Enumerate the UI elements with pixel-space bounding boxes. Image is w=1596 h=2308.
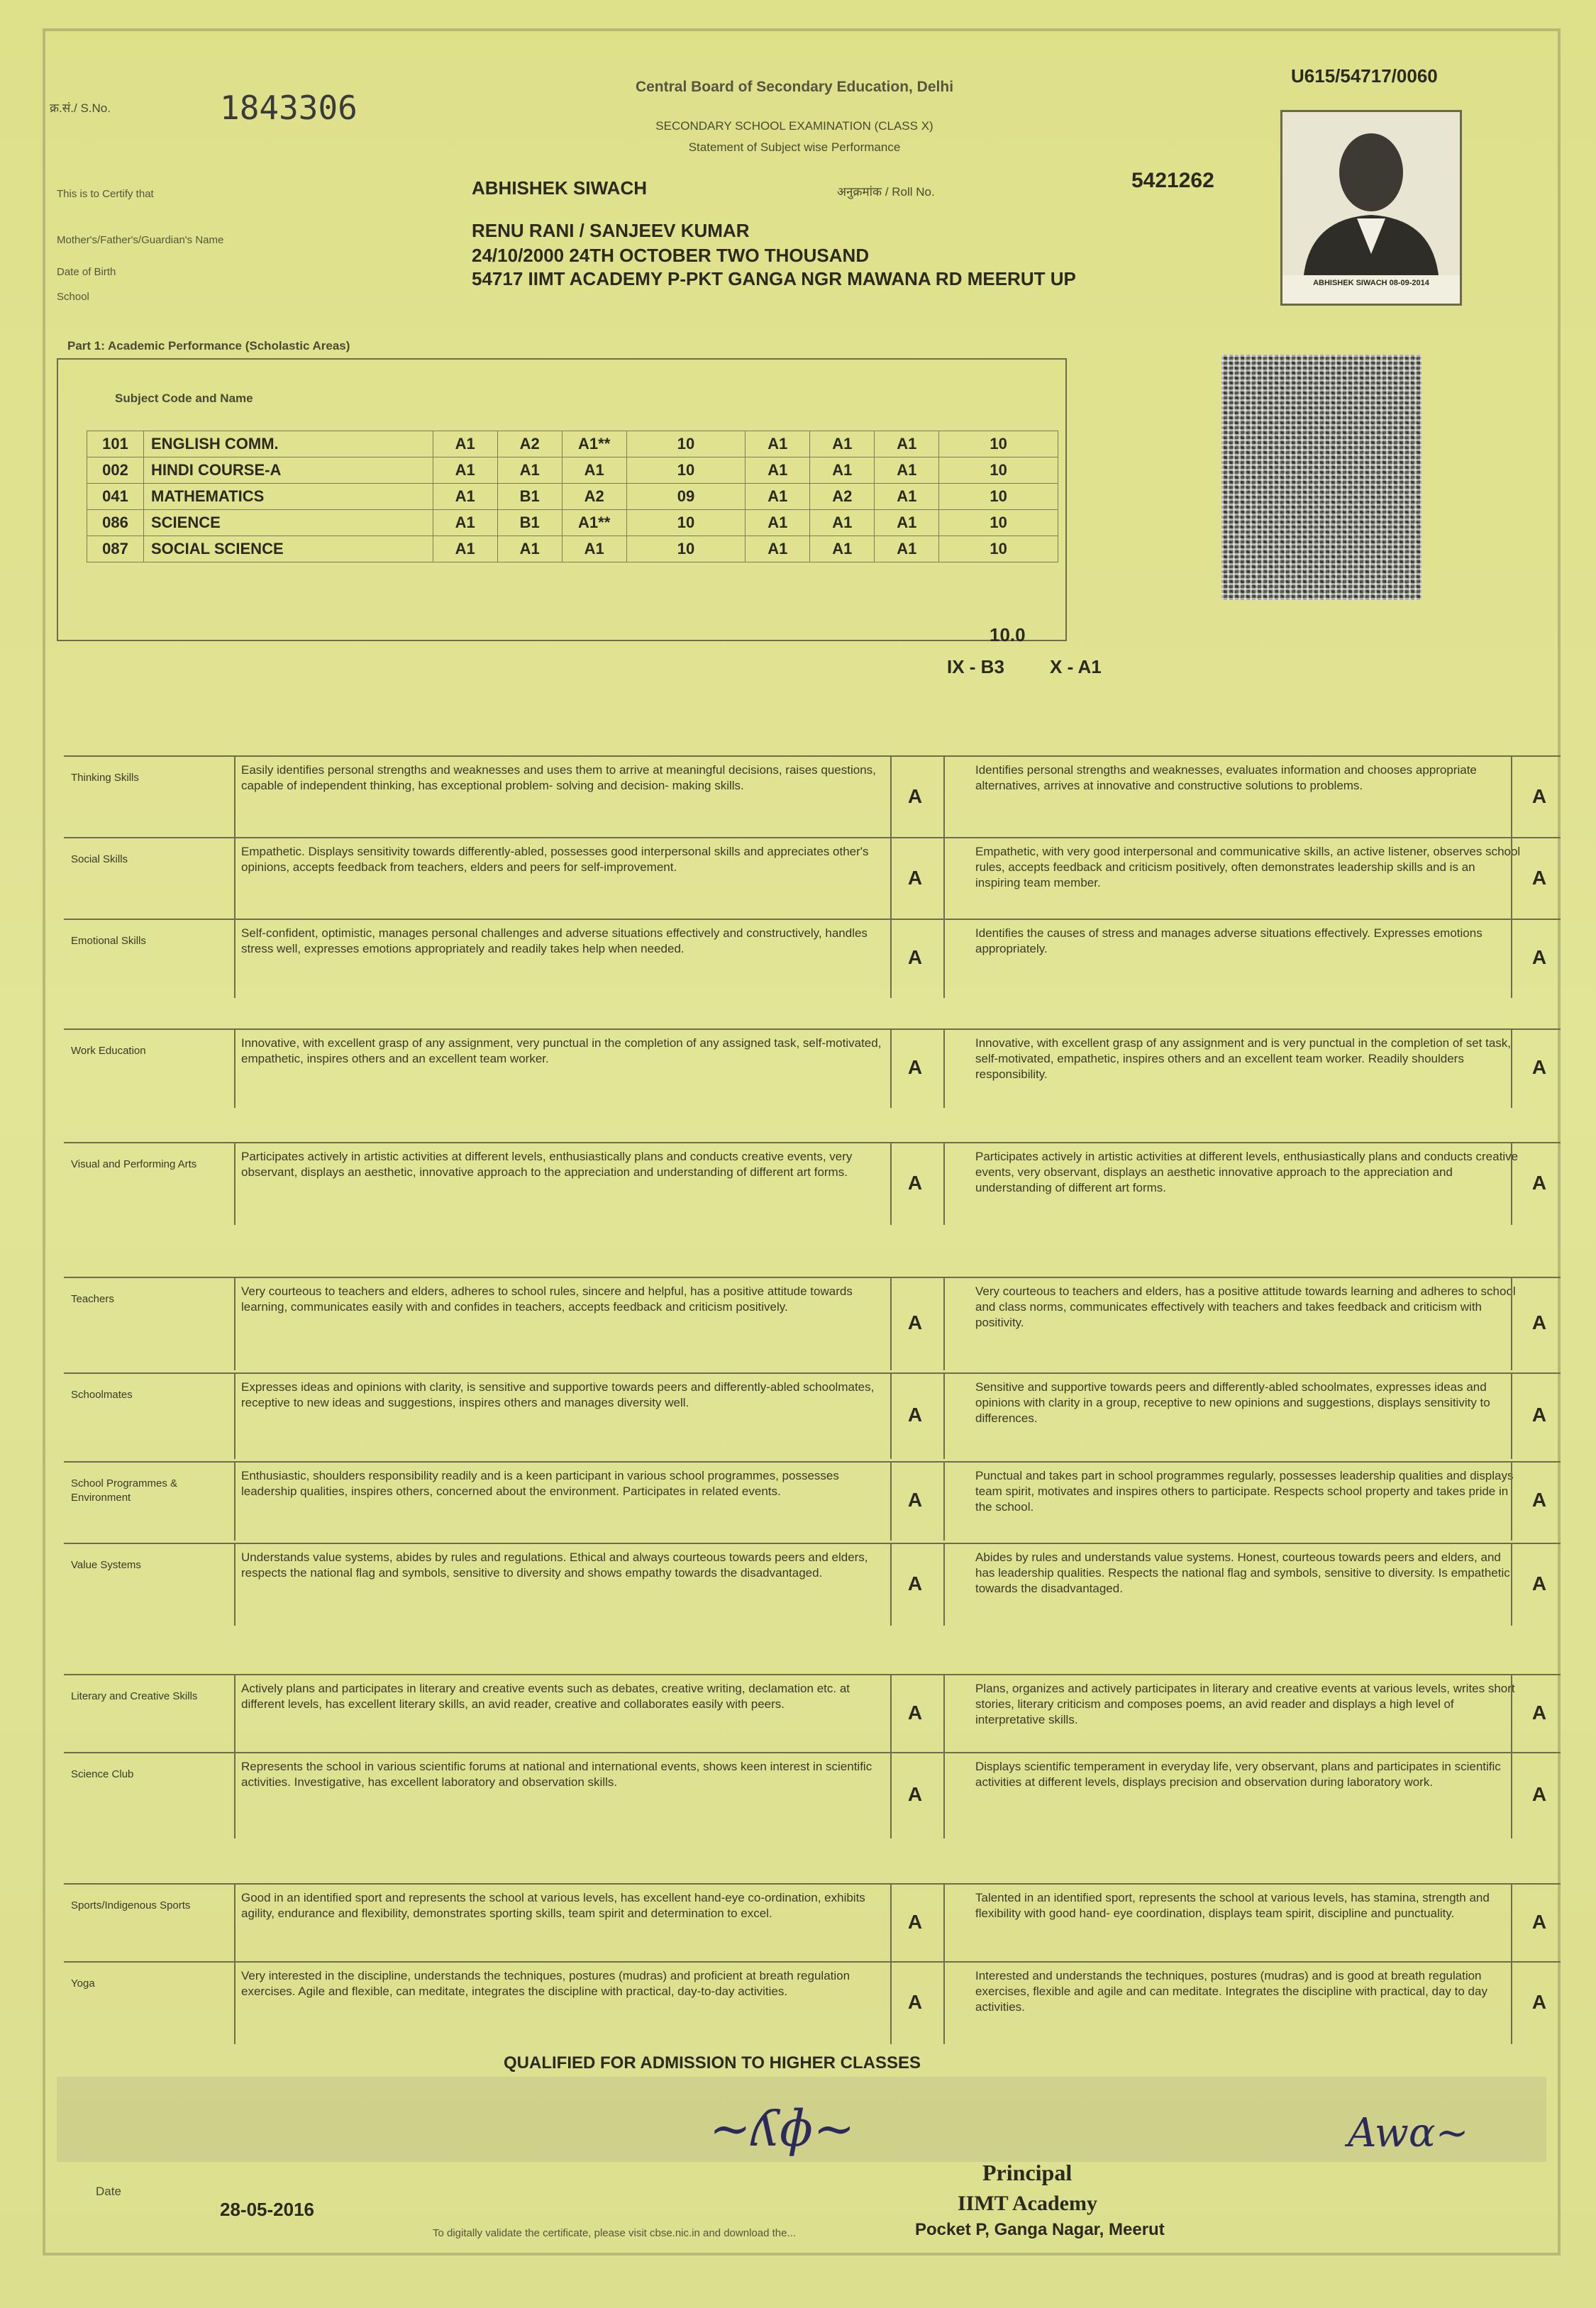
subject-total2: A1 [875,457,939,484]
subject-total: A1** [562,510,626,536]
column-divider [943,1278,945,1370]
column-divider [890,1885,892,1963]
coscholastic-row [64,1961,1561,2044]
column-divider [890,1544,892,1626]
subject-header: Subject Code and Name [115,392,253,405]
subject-code: 041 [87,484,144,510]
school-name: 54717 IIMT ACADEMY P-PKT GANGA NGR MAWANA RD MEERUT UP [472,268,1076,289]
subject-gp2: 10 [939,510,1058,536]
subject-row [87,431,1058,457]
column-divider [1511,920,1512,998]
subject-gp: 10 [626,536,746,562]
descriptor-class-x: Plans, organizes and actively participates in literary and creative events at various levels, writes short stories, literary criticism and composes poems, an avid reader and displays a high level of interpretative skills. [975,1682,1515,1727]
subject-name: MATHEMATICS [144,484,433,510]
grade-class-ix: A [907,1990,923,2013]
subject-name: HINDI COURSE-A [144,457,433,484]
subject-total: A1 [562,457,626,484]
descriptor-class-x: Very courteous to teachers and elders, has a positive attitude towards learning and adheres to school and class norms, communicates effectively with teachers and takes feedback and criticism with positivity. [975,1285,1516,1330]
descriptor-class-ix: Participates actively in artistic activities at different levels, enthusiastically plans and conducts creative events, very observant, displays an aesthetic, innovative approach to the appreciation and understanding of different art forms. [241,1150,853,1180]
column-divider [943,1143,945,1225]
student-portrait-icon [1282,112,1460,275]
column-divider [943,1374,945,1459]
subject-fa2: A1 [746,510,810,536]
cgpa: 10.0 [990,624,1026,645]
column-divider [943,1963,945,2044]
principal-school: IIMT Academy [958,2192,1097,2215]
coscholastic-row [64,837,1561,920]
subject-fa: A1 [433,431,497,457]
column-divider [1511,1675,1512,1753]
coscholastic-row [64,755,1561,838]
descriptor-class-ix: Very courteous to teachers and elders, adheres to school rules, sincere and helpful, has a positive attitude towards learning, communicates easily with and confides in teachers, accepts feedback and criticism positively. [241,1285,853,1314]
subject-gp2: 10 [939,484,1058,510]
subject-total2: A1 [875,536,939,562]
coscholastic-row [64,1372,1561,1459]
column-divider [890,1753,892,1838]
column-divider [890,757,892,838]
area-label: Yoga [71,1977,95,1990]
subject-code: 086 [87,510,144,536]
subject-row [87,484,1058,510]
grade-class-x: A [1531,1404,1547,1426]
descriptor-class-ix: Very interested in the discipline, understands the techniques, postures (mudras) and proficient at breath regulation exercises. Agile and flexible, can meditate, integrates the discipline with practical, day-to-day activities. [241,1969,850,1999]
grade-class-ix: A [907,1171,923,1194]
column-divider [890,1278,892,1370]
column-divider [890,1374,892,1459]
area-label: Sports/Indigenous Sports [71,1899,191,1912]
column-divider [1511,1544,1512,1626]
subject-total2: A1 [875,510,939,536]
column-divider [943,1885,945,1963]
descriptor-class-x: Talented in an identified sport, represents the school at various levels, has stamina, strength and flexibility with good hand- eye coordination, displays team spirit, discipline and punctuality. [975,1891,1490,1921]
descriptor-class-x: Displays scientific temperament in everyday life, very observant, plans and participates in scientific activities at different levels, displays precision and observation during laboratory work. [975,1760,1501,1790]
column-divider [234,1675,235,1753]
subject-total: A1 [562,536,626,562]
area-label: Value Systems [71,1559,141,1571]
grade-class-x: A [1531,1911,1547,1933]
descriptor-class-x: Interested and understands the techniques, postures (mudras) and is good at breath regulation exercises, flexible and agile and can meditate. Integrates the discipline with practical, day to day activities. [975,1969,1487,2014]
column-divider [890,1675,892,1753]
subject-fa2: A1 [746,536,810,562]
descriptor-class-ix: Expresses ideas and opinions with clarity, is sensitive and supportive towards peers and differently-abled schoolmates, receptive to new ideas and suggestions, inspires others and manages diversity well. [241,1380,875,1410]
subject-total: A2 [562,484,626,510]
area-label: Visual and Performing Arts [71,1158,197,1170]
grade-class-x: A [1531,1171,1547,1194]
date-label: Date [96,2185,121,2198]
subject-fa2: A1 [746,457,810,484]
column-divider [943,1463,945,1541]
date-of-birth: 24/10/2000 24TH OCTOBER TWO THOUSAND [472,245,870,266]
subject-fa2: A1 [746,484,810,510]
column-divider [234,1143,235,1225]
column-divider [890,1030,892,1108]
registration-number: U615/54717/0060 [1291,65,1438,87]
grade-class-ix: A [907,1311,923,1333]
column-divider [234,757,235,838]
descriptor-class-ix: Actively plans and participates in literary and creative events such as debates, creative writing, declamation etc. at different levels, has excellent literary skills, an avid reader, creative and collaborates easily with peers. [241,1682,850,1711]
descriptor-class-x: Participates actively in artistic activities at different levels, enthusiastically plans and conducts creative events, very observant, displays an aesthetic innovative approach to the appreciation and understanding of different art forms. [975,1150,1519,1195]
descriptor-class-x: Abides by rules and understands value systems. Honest, courteous towards peers and elders, and has leadership qualities. Respects the national flag and symbols, sensitive to diversity. Is empathetic towards the disadvantaged. [975,1550,1510,1596]
qr-code-icon [1221,355,1422,600]
grade-class-ix: A [907,1702,923,1724]
column-divider [1511,1753,1512,1838]
serial-label: क्र.सं./ S.No. [50,101,111,115]
grade-class-ix: A [907,1489,923,1511]
subject-sa2: A2 [810,484,875,510]
grade-class-x: A [1531,946,1547,968]
student-photo [1280,110,1462,306]
descriptor-class-x: Punctual and takes part in school programmes regularly, possesses leadership qualities and displays team spirit, motivates and inspires others to participate. Respects school property and takes pride in the school. [975,1469,1514,1514]
descriptor-class-ix: Self-confident, optimistic, manages personal challenges and adverse situations effectively and constructively, handles stress well, expresses emotions appropriately and readily takes help when needed. [241,926,868,956]
coscholastic-row [64,1277,1561,1370]
grade-class-ix: A [907,1783,923,1805]
column-divider [1511,1885,1512,1963]
column-divider [234,1278,235,1370]
descriptor-class-ix: Empathetic. Displays sensitivity towards differently-abled, possesses good interpersonal skills and appreciates other's opinions, accepts feedback from teachers, elders and peers for self-improvement. [241,845,869,875]
column-divider [1511,1030,1512,1108]
subject-fa: A1 [433,536,497,562]
subject-sa: B1 [497,510,562,536]
roll-label: अनुक्रमांक / Roll No. [837,185,935,199]
column-divider [1511,1143,1512,1225]
area-label: Thinking Skills [71,772,139,784]
descriptor-class-ix: Represents the school in various scientific forums at national and international events, shows keen interest in scientific activities. Investigative, has excellent laboratory and observation skills. [241,1760,872,1790]
subject-sa2: A1 [810,431,875,457]
column-divider [890,1463,892,1541]
descriptor-class-x: Identifies the causes of stress and manages adverse situations effectively. Expresses emotions appropriately. [975,926,1483,956]
principal-stamp: Principal [982,2160,1073,2185]
coscholastic-row [64,919,1561,998]
grade-class-ix: A [907,1572,923,1594]
subject-fa: A1 [433,484,497,510]
result-text: QUALIFIED FOR ADMISSION TO HIGHER CLASSES [504,2053,921,2073]
subject-row [87,510,1058,536]
roll-number: 5421262 [1131,169,1214,192]
column-divider [890,920,892,998]
area-label: Teachers [71,1293,114,1305]
descriptor-class-ix: Easily identifies personal strengths and weaknesses and uses them to arrive at meaningful decisions, raises questions, capable of independent thinking, has exceptional problem- solving and decision- making skills. [241,763,876,793]
subject-name: SCIENCE [144,510,433,536]
column-divider [234,1463,235,1541]
column-divider [234,1544,235,1626]
grade-class-x: A [1531,1311,1547,1333]
subject-gp: 09 [626,484,746,510]
column-divider [1511,757,1512,838]
area-label: School Programmes & Environment [71,1477,178,1504]
subject-code: 002 [87,457,144,484]
grade-class-ix: A [907,1911,923,1933]
controller-signature-icon: ~ʎɸ~ [709,2099,855,2158]
grade-class-ix: A [907,1404,923,1426]
area-label: Social Skills [71,853,128,865]
subjects-grid [87,431,1058,562]
grade-class-x: A [1531,1702,1547,1724]
school-label: School [57,291,89,303]
column-divider [890,1143,892,1225]
subject-fa2: A1 [746,431,810,457]
column-divider [943,1675,945,1753]
scholastic-title: Part 1: Academic Performance (Scholastic Areas) [67,339,350,353]
descriptor-class-x: Sensitive and supportive towards peers and differently-abled schoolmates, expresses ideas and opinions with clarity in a group, receptive to new opinions and suggestions, displays sensitivity to differences. [975,1380,1490,1426]
descriptor-class-x: Identifies personal strengths and weaknesses, evaluates information and chooses appropriate alternatives, arrives at innovative and constructive solutions to problems. [975,763,1477,793]
descriptor-class-ix: Good in an identified sport and represents the school at various levels, has excellent hand-eye co-ordination, exhibits agility, endurance and flexibility, demonstrates sporting skills, team spirit and determination to excel. [241,1891,865,1921]
descriptor-class-ix: Understands value systems, abides by rules and regulations. Ethical and always courteous towards peers and elders, respects the national flag and symbols, sensitive to diversity and shows empathy towards the disadvantaged. [241,1550,868,1580]
coscholastic-row [64,1028,1561,1108]
coscholastic-row [64,1674,1561,1753]
grade-class-x: A [1531,1990,1547,2013]
column-divider [890,1963,892,2044]
subject-row [87,536,1058,562]
subject-gp2: 10 [939,431,1058,457]
column-divider [1511,1278,1512,1370]
subject-code: 087 [87,536,144,562]
secretary-signature-icon: Awɑ~ [1348,2110,1469,2156]
scholastic-table [57,358,1067,641]
column-divider [1511,1463,1512,1541]
grade-class-x: A [1531,1783,1547,1805]
serial-number: 1843306 [220,89,358,127]
column-divider [234,1885,235,1963]
cert-title: Statement of Subject wise Performance [688,140,901,154]
grade-class-ix: A [907,1056,923,1078]
x-grade: X - A1 [1050,656,1102,677]
subject-gp: 10 [626,431,746,457]
parents-name: RENU RANI / SANJEEV KUMAR [472,220,750,241]
subject-fa: A1 [433,457,497,484]
subject-gp: 10 [626,457,746,484]
column-divider [234,1963,235,2044]
column-divider [1511,1963,1512,2044]
subject-name: ENGLISH COMM. [144,431,433,457]
area-label: Work Education [71,1045,146,1057]
parents-label: Mother's/Father's/Guardian's Name [57,234,224,246]
subject-fa: A1 [433,510,497,536]
area-label: Schoolmates [71,1389,133,1401]
column-divider [234,838,235,920]
coscholastic-row [64,1543,1561,1626]
descriptor-class-ix: Innovative, with excellent grasp of any assignment, very punctual in the completion of any assigned task, self-motivated, empathetic, inspires others and an excellent team worker. [241,1036,882,1066]
subject-sa2: A1 [810,510,875,536]
subject-sa2: A1 [810,536,875,562]
column-divider [943,757,945,838]
ix-grade: IX - B3 [947,656,1004,677]
exam-title: SECONDARY SCHOOL EXAMINATION (CLASS X) [655,119,933,133]
subject-sa: A1 [497,457,562,484]
subject-gp: 10 [626,510,746,536]
area-label: Science Club [71,1768,134,1780]
descriptor-class-x: Innovative, with excellent grasp of any assignment and is very punctual in the completion of set task, self-motivated, empathetic, inspires others and an excellent team worker. Readily shoulders responsibility. [975,1036,1512,1082]
grade-class-ix: A [907,946,923,968]
column-divider [943,1544,945,1626]
subject-total: A1** [562,431,626,457]
column-divider [1511,838,1512,920]
issue-date: 28-05-2016 [220,2199,314,2220]
column-divider [234,1753,235,1838]
subject-total2: A1 [875,431,939,457]
subject-sa: B1 [497,484,562,510]
grade-class-x: A [1531,784,1547,807]
grade-class-x: A [1531,1489,1547,1511]
column-divider [890,838,892,920]
column-divider [943,838,945,920]
subject-sa2: A1 [810,457,875,484]
column-divider [234,1030,235,1108]
subject-gp2: 10 [939,536,1058,562]
coscholastic-row [64,1883,1561,1963]
subject-row [87,457,1058,484]
grade-class-x: A [1531,1572,1547,1594]
name-label: This is to Certify that [57,188,154,200]
column-divider [943,1753,945,1838]
student-name: ABHISHEK SIWACH [472,177,648,199]
dob-label: Date of Birth [57,266,116,278]
verify-note: To digitally validate the certificate, please visit cbse.nic.in and download the... [433,2227,796,2239]
coscholastic-row [64,1142,1561,1225]
subject-sa: A2 [497,431,562,457]
photo-caption: ABHISHEK SIWACH 08-09-2014 [1313,279,1429,287]
subject-code: 101 [87,431,144,457]
area-label: Emotional Skills [71,935,146,947]
coscholastic-row [64,1752,1561,1838]
grade-class-x: A [1531,866,1547,889]
board-name: Central Board of Secondary Education, Delhi [635,79,954,95]
descriptor-class-ix: Enthusiastic, shoulders responsibility readily and is a keen participant in various school programmes, possesses leadership qualities, inspires others, concerned about the environment. Participates in related events. [241,1469,839,1499]
column-divider [1511,1374,1512,1459]
column-divider [943,1030,945,1108]
coscholastic-row [64,1461,1561,1541]
subject-total2: A1 [875,484,939,510]
area-label: Literary and Creative Skills [71,1690,198,1702]
subject-gp2: 10 [939,457,1058,484]
grade-class-x: A [1531,1056,1547,1078]
subject-sa: A1 [497,536,562,562]
column-divider [943,920,945,998]
column-divider [234,920,235,998]
grade-class-ix: A [907,784,923,807]
grade-class-ix: A [907,866,923,889]
column-divider [234,1374,235,1459]
principal-address: Pocket P, Ganga Nagar, Meerut [915,2220,1165,2239]
subject-name: SOCIAL SCIENCE [144,536,433,562]
descriptor-class-x: Empathetic, with very good interpersonal and communicative skills, an active listener, observes school rules, accepts feedback and criticism positively, often demonstrates leadership skills and is an inspiring team member. [975,845,1521,890]
